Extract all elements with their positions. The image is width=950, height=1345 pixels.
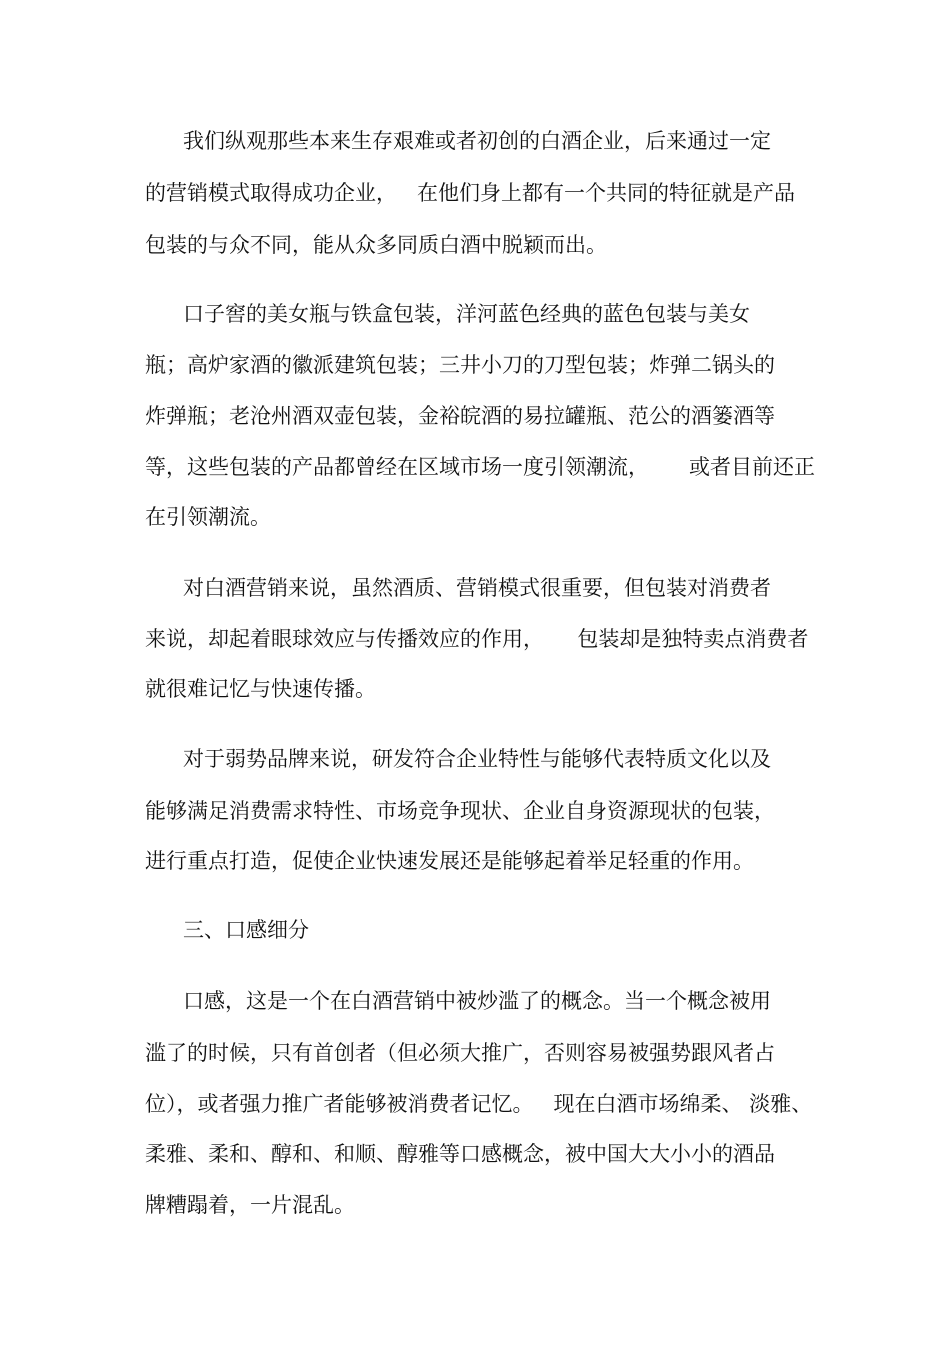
paragraph-4-line-2: 能够满足消费需求特性、市场竞争现状、企业自身资源现状的包装， <box>145 799 775 823</box>
paragraph-2-line-3: 炸弹瓶；老沧州酒双壶包装，金裕皖酒的易拉罐瓶、范公的酒篓酒等 <box>145 404 775 428</box>
paragraph-6-line-1: 口感，这是一个在白酒营销中被炒滥了的概念。当一个概念被用 <box>183 989 771 1013</box>
paragraph-2-line-1: 口子窖的美女瓶与铁盒包装，洋河蓝色经典的蓝色包装与美女 <box>183 302 750 326</box>
paragraph-6-line-3: 位），或者强力推广者能够被消费者记忆。 现在白酒市场绵柔、 淡雅、 <box>145 1092 813 1116</box>
paragraph-3-line-1: 对白酒营销来说，虽然酒质、营销模式很重要，但包装对消费者 <box>183 576 771 600</box>
paragraph-3-line-2: 来说，却起着眼球效应与传播效应的作用， 包装却是独特卖点消费者 <box>145 627 809 651</box>
paragraph-4-line-3: 进行重点打造，促使企业快速发展还是能够起着举足轻重的作用。 <box>145 849 754 873</box>
paragraph-1-line-3: 包装的与众不同，能从众多同质白酒中脱颖而出。 <box>145 233 607 257</box>
paragraph-2-line-4: 等，这些包装的产品都曾经在区域市场一度引领潮流， 或者目前还正 <box>145 455 816 479</box>
paragraph-4-line-1: 对于弱势品牌来说，研发符合企业特性与能够代表特质文化以及 <box>183 747 771 771</box>
paragraph-1-line-1: 我们纵观那些本来生存艰难或者初创的白酒企业，后来通过一定 <box>183 129 771 153</box>
paragraph-1-line-2: 的营销模式取得成功企业， 在他们身上都有一个共同的特征就是产品 <box>145 181 796 205</box>
section-heading: 三、口感细分 <box>183 918 309 942</box>
paragraph-6-line-4: 柔雅、柔和、醇和、和顺、醇雅等口感概念，被中国大大小小的酒品 <box>145 1142 775 1166</box>
paragraph-6-line-2: 滥了的时候，只有首创者（但必须大推广，否则容易被强势跟风者占 <box>145 1041 775 1065</box>
paragraph-2-line-5: 在引领潮流。 <box>145 505 271 529</box>
paragraph-3-line-3: 就很难记忆与快速传播。 <box>145 677 376 701</box>
paragraph-6-line-5: 牌糟蹋着，一片混乱。 <box>145 1193 355 1217</box>
paragraph-2-line-2: 瓶；高炉家酒的徽派建筑包装；三井小刀的刀型包装；炸弹二锅头的 <box>145 353 775 377</box>
